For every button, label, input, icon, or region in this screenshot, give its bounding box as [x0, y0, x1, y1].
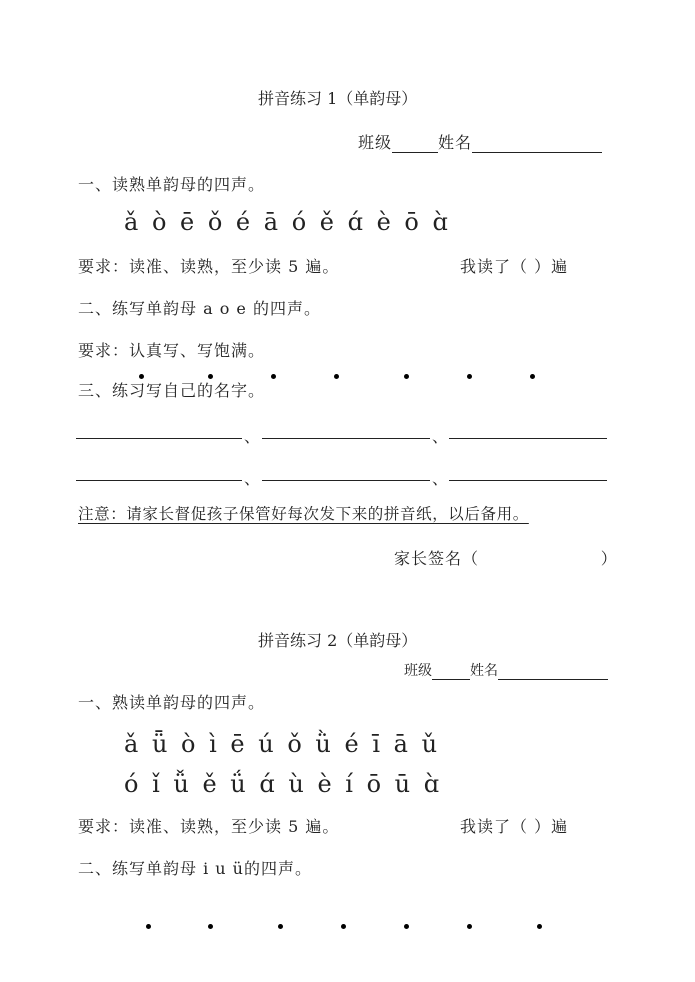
- writing-dot: [278, 924, 283, 929]
- sheet1-section2-heading: 二、练写单韵母 a o e 的四声。: [78, 299, 321, 318]
- sheet2-class-name-row: [404, 660, 608, 680]
- writing-dot: [404, 374, 409, 379]
- sheet2-pinyin-row-2: ó ǐ ǚ ě ǘ ɑ́ ù è í ō ū ɑ̀: [124, 770, 443, 798]
- name-line[interactable]: [76, 438, 242, 439]
- sheet1-requirement-2: 要求：认真写、写饱满。: [78, 341, 266, 360]
- writing-dot: [271, 374, 276, 379]
- class-blank[interactable]: [432, 665, 470, 680]
- class-label: 班级: [404, 663, 432, 679]
- name-blank[interactable]: [472, 136, 602, 153]
- sheet2-requirement-1: 要求：读准、读熟，至少读 5 遍。: [78, 817, 340, 836]
- name-label: 姓名: [438, 133, 473, 152]
- sheet1-requirement-1: 要求：读准、读熟，至少读 5 遍。: [78, 257, 340, 276]
- sheet2-title: 拼音练习 2（单韵母）: [258, 631, 418, 650]
- writing-dot: [537, 924, 542, 929]
- name-line[interactable]: [449, 438, 607, 439]
- sheet2-read-count: 我读了（ ）遍: [460, 817, 569, 836]
- parent-signature: 家长签名（ ）: [394, 549, 618, 568]
- class-label: 班级: [358, 133, 393, 152]
- name-line[interactable]: [76, 480, 242, 481]
- separator: 、: [432, 469, 449, 488]
- writing-dot: [404, 924, 409, 929]
- sheet1-title: 拼音练习 1（单韵母）: [258, 89, 418, 108]
- writing-dot: [208, 924, 213, 929]
- parent-note: 注意：请家长督促孩子保管好每次发下来的拼音纸，以后备用。: [78, 505, 529, 523]
- name-label: 姓名: [470, 663, 498, 679]
- writing-dot: [467, 924, 472, 929]
- writing-dot: [146, 924, 151, 929]
- sheet1-read-count: 我读了（ ）遍: [460, 257, 569, 276]
- sheet1-section3-heading: 三、练习写自己的名字。: [78, 381, 266, 400]
- sheet2-section1-heading: 一、熟读单韵母的四声。: [78, 693, 266, 712]
- name-line[interactable]: [262, 438, 430, 439]
- separator: 、: [244, 469, 261, 488]
- writing-dot: [530, 374, 535, 379]
- separator: 、: [244, 427, 261, 446]
- writing-dot: [334, 374, 339, 379]
- writing-dot: [341, 924, 346, 929]
- class-blank[interactable]: [392, 136, 438, 153]
- sheet1-section1-heading: 一、读熟单韵母的四声。: [78, 175, 266, 194]
- sheet2-section2-heading: 二、练写单韵母 i u ü的四声。: [78, 859, 312, 878]
- name-blank[interactable]: [498, 665, 608, 680]
- name-line[interactable]: [262, 480, 430, 481]
- sheet1-class-name-row: [358, 130, 602, 153]
- sheet1-pinyin-row: ǎ ò ē ǒ é ā ó ě ɑ́ è ō ɑ̀: [124, 208, 451, 236]
- separator: 、: [432, 427, 449, 446]
- name-line[interactable]: [449, 480, 607, 481]
- sheet2-pinyin-row-1: ǎ ǖ ò ì ē ú ǒ ǜ é ī ā ǔ: [124, 730, 441, 758]
- writing-dot: [467, 374, 472, 379]
